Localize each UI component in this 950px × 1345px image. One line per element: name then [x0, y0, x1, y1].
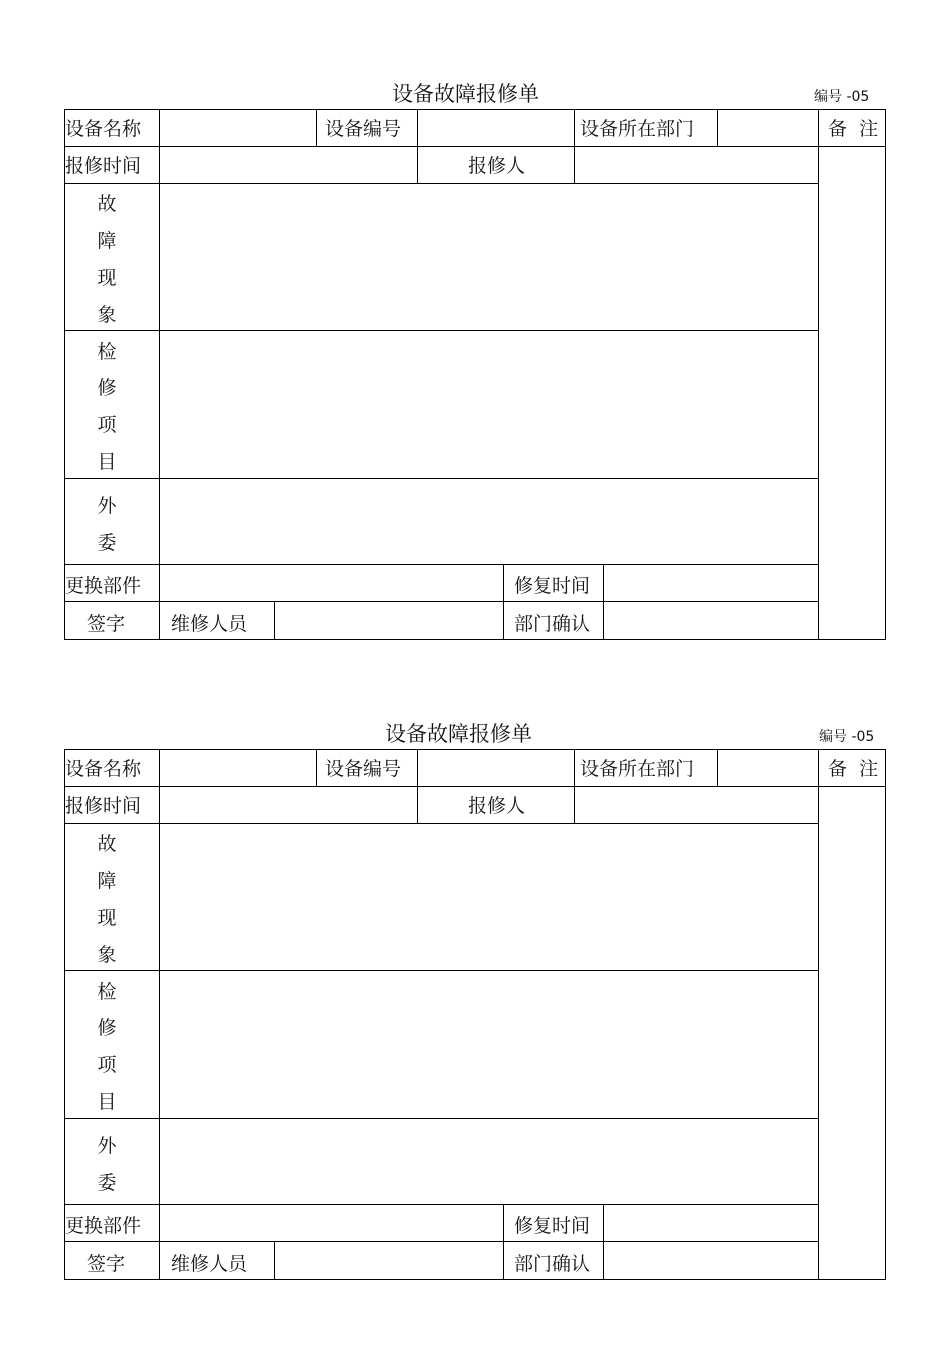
label-reporter: 报修人 — [468, 795, 526, 817]
reporter-field[interactable] — [575, 787, 818, 823]
fault-field[interactable] — [160, 824, 818, 970]
label-report-time: 报修时间 — [65, 155, 142, 177]
label-repair-4: 目 — [97, 451, 117, 473]
label-device-name: 设备名称 — [65, 758, 142, 780]
label-fix-time: 修复时间 — [514, 575, 591, 597]
label-report-time: 报修时间 — [65, 795, 142, 817]
dept-confirm-field[interactable] — [604, 602, 818, 639]
fix-time-field[interactable] — [604, 565, 818, 601]
fix-time-field[interactable] — [604, 1205, 818, 1241]
label-repair-3: 项 — [97, 414, 117, 436]
label-repair-3: 项 — [97, 1054, 117, 1076]
outsource-field[interactable] — [160, 479, 818, 564]
label-fault-3: 现 — [97, 267, 117, 289]
repair-field[interactable] — [160, 331, 818, 478]
label-fault-4: 象 — [97, 944, 117, 966]
label-repair-4: 目 — [97, 1091, 117, 1113]
repair-form-2 — [0, 718, 950, 1283]
report-time-field[interactable] — [160, 147, 417, 183]
label-repair-2: 修 — [97, 377, 117, 399]
fault-field[interactable] — [160, 184, 818, 330]
label-device-dept: 设备所在部门 — [580, 118, 695, 140]
label-remarks: 备 注 — [828, 118, 879, 140]
device-no-field[interactable] — [418, 750, 574, 786]
label-outsource-1: 外 — [97, 495, 117, 517]
label-outsource-1: 外 — [97, 1135, 117, 1157]
label-dept-confirm: 部门确认 — [514, 1253, 591, 1275]
label-sign: 签字 — [87, 613, 126, 635]
label-parts: 更换部件 — [65, 1215, 142, 1237]
label-repairer: 维修人员 — [171, 1253, 248, 1275]
form-code: 编号 -05 — [819, 729, 875, 745]
label-sign: 签字 — [87, 1253, 126, 1275]
remarks-field[interactable] — [819, 147, 885, 639]
label-reporter: 报修人 — [468, 155, 526, 177]
parts-field[interactable] — [160, 565, 503, 601]
label-fault-3: 现 — [97, 907, 117, 929]
outsource-field[interactable] — [160, 1119, 818, 1204]
label-outsource-2: 委 — [97, 1172, 117, 1194]
label-fault-4: 象 — [97, 304, 117, 326]
label-outsource-2: 委 — [97, 532, 117, 554]
form-code: 编号 -05 — [814, 89, 870, 105]
label-fault-1: 故 — [97, 193, 117, 215]
repair-form-1 — [0, 78, 950, 643]
label-dept-confirm: 部门确认 — [514, 613, 591, 635]
label-fault-1: 故 — [97, 833, 117, 855]
label-device-no: 设备编号 — [325, 758, 402, 780]
repairer-field[interactable] — [275, 602, 503, 639]
form-title: 设备故障报修单 — [385, 722, 532, 746]
label-fault-2: 障 — [97, 870, 117, 892]
label-fault-2: 障 — [97, 230, 117, 252]
device-name-field[interactable] — [160, 750, 316, 786]
label-fix-time: 修复时间 — [514, 1215, 591, 1237]
device-name-field[interactable] — [160, 110, 316, 146]
device-no-field[interactable] — [418, 110, 574, 146]
label-device-name: 设备名称 — [65, 118, 142, 140]
label-repair-1: 检 — [97, 981, 117, 1003]
device-dept-field[interactable] — [718, 110, 818, 146]
label-repairer: 维修人员 — [171, 613, 248, 635]
report-time-field[interactable] — [160, 787, 417, 823]
label-remarks: 备 注 — [828, 758, 879, 780]
repairer-field[interactable] — [275, 1242, 503, 1279]
label-parts: 更换部件 — [65, 575, 142, 597]
repair-field[interactable] — [160, 971, 818, 1118]
label-repair-2: 修 — [97, 1017, 117, 1039]
label-device-no: 设备编号 — [325, 118, 402, 140]
form-title: 设备故障报修单 — [392, 82, 539, 106]
remarks-field[interactable] — [819, 787, 885, 1279]
parts-field[interactable] — [160, 1205, 503, 1241]
device-dept-field[interactable] — [718, 750, 818, 786]
label-repair-1: 检 — [97, 341, 117, 363]
reporter-field[interactable] — [575, 147, 818, 183]
dept-confirm-field[interactable] — [604, 1242, 818, 1279]
label-device-dept: 设备所在部门 — [580, 758, 695, 780]
